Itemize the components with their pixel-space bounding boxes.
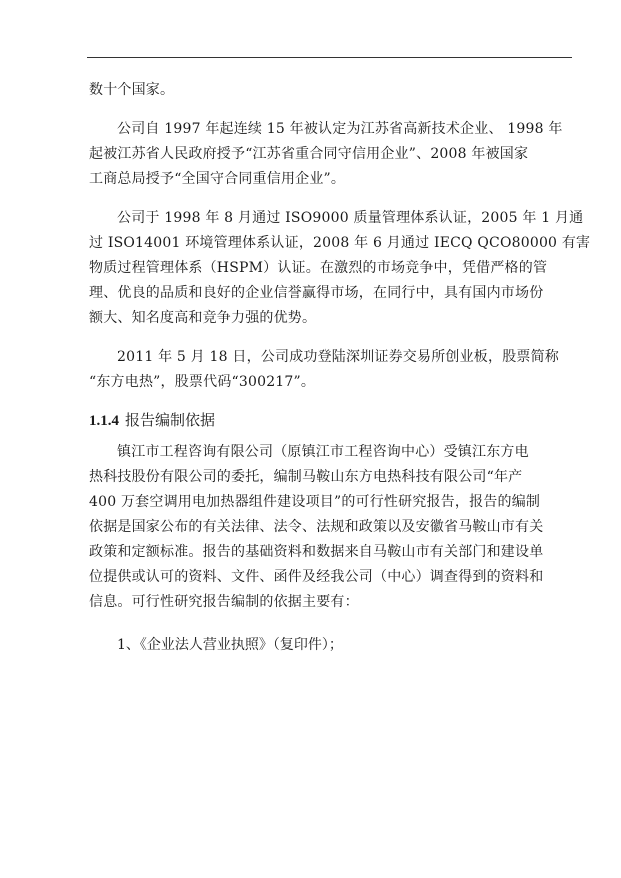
paragraph-line: 工商总局授予“全国守合同重信用企业”。: [89, 171, 346, 187]
paragraph-honors: [89, 117, 562, 192]
paragraph-line: 信息。可行性研究报告编制的依据主要有：: [89, 594, 359, 610]
paragraph-line: 依据是国家公布的有关法律、法令、法规和政策以及安徽省马鞍山市有关: [89, 519, 544, 535]
paragraph-line: 2011 年 5 月 18 日，公司成功登陆深圳证券交易所创业板，股票简称: [117, 349, 559, 365]
paragraph-line: 物质过程管理体系（HSPM）认证。在激烈的市场竞争中，凭借严格的管: [89, 260, 548, 276]
paragraph-line: 公司于 1998 年 8 月通过 ISO9000 质量管理体系认证，2005 年 1 月通: [117, 210, 584, 226]
paragraph-line: “东方电热”，股票代码“300217”。: [89, 374, 316, 390]
paragraph-line: 位提供或认可的资料、文件、函件及经我公司（中心）调查得到的资料和: [89, 569, 544, 585]
list-item: 1、《企业法人营业执照》（复印件）；: [117, 637, 343, 653]
paragraph-countries: [89, 78, 562, 103]
section-title: 报告编制依据: [125, 413, 216, 429]
paragraph-certifications: [89, 206, 591, 331]
paragraph-listing: [89, 345, 562, 395]
paragraph-line: 400 万套空调用电加热器组件建设项目”的可行性研究报告，报告的编制: [89, 494, 541, 510]
paragraph-line: 数十个国家。: [89, 82, 175, 98]
paragraph-line: 政策和定额标准。报告的基础资料和数据来自马鞍山市有关部门和建设单: [89, 544, 544, 560]
section-number: 1.1.4: [89, 413, 119, 429]
header-rule: [87, 57, 572, 58]
paragraph-line: 起被江苏省人民政府授予“江苏省重合同守信用企业”、2008 年被国家: [89, 146, 529, 162]
paragraph-line: 镇江市工程咨询有限公司（原镇江市工程咨询中心）受镇江东方电: [117, 444, 529, 460]
paragraph-line: 理、优良的品质和良好的企业信誉赢得市场，在同行中，具有国内市场份: [89, 285, 544, 301]
paragraph-line: 额大、知名度高和竞争力强的优势。: [89, 310, 317, 326]
paragraph-line: 热科技股份有限公司的委托，编制马鞍山东方电热科技有限公司“年产: [89, 469, 523, 485]
document-body: [89, 78, 591, 658]
paragraph-line: 公司自 1997 年起连续 15 年被认定为江苏省高新技术企业、 1998 年: [117, 121, 563, 137]
paragraph-line: 过 ISO14001 环境管理体系认证，2008 年 6 月通过 IECQ QCO80000 有害: [89, 235, 591, 251]
section-heading: [89, 409, 562, 434]
paragraph-report-basis: [89, 440, 562, 615]
